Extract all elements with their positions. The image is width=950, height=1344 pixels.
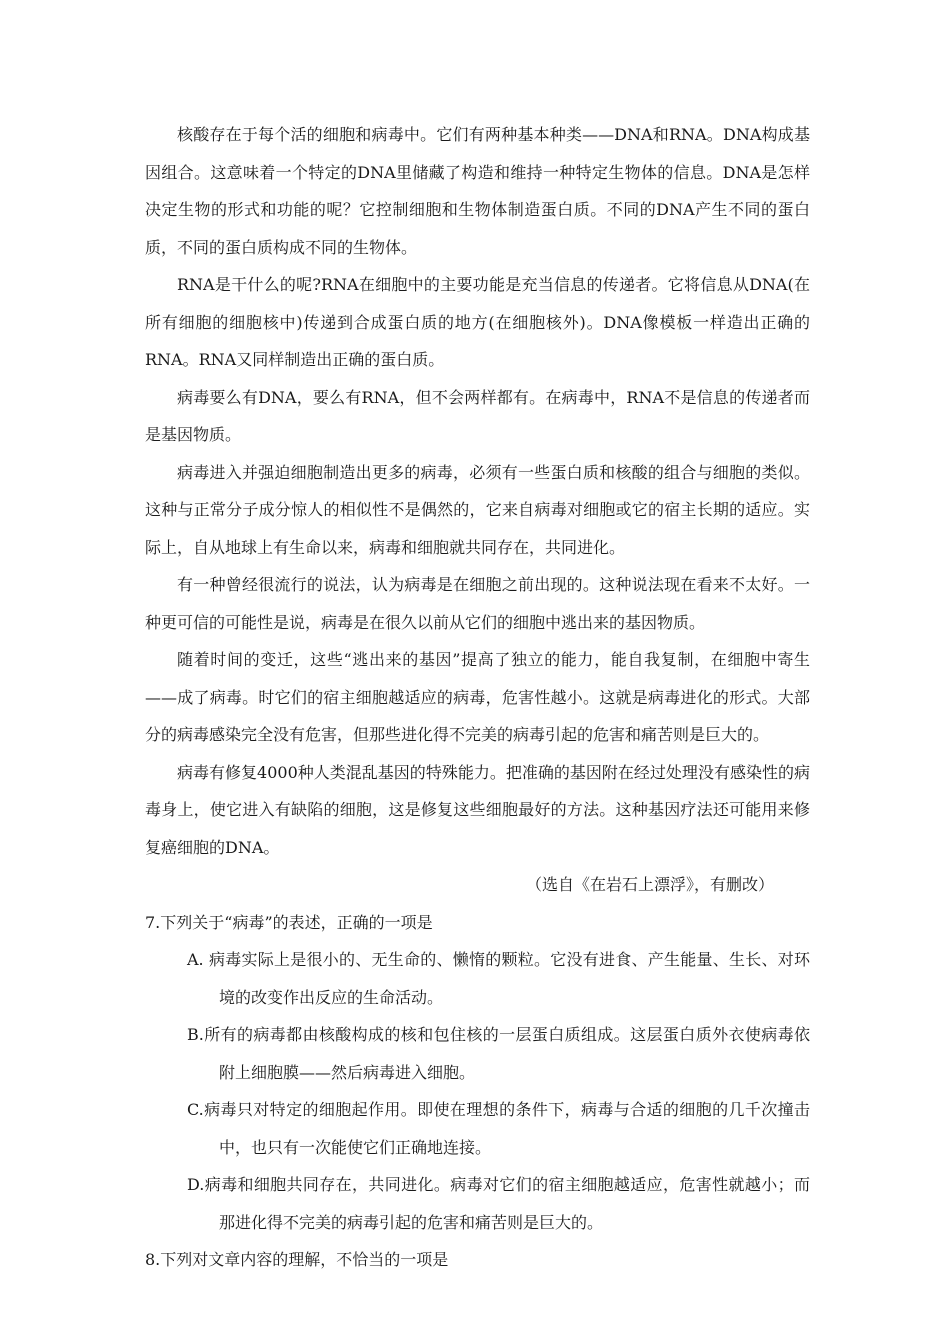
question-7-option-c: C.病毒只对特定的细胞起作用。即使在理想的条件下，病毒与合适的细胞的几千次撞击中，也只有一次能使它们正确地连接。 xyxy=(187,1100,810,1157)
article-paragraph-6: 随着时间的变迁，这些“逃出来的基因”提高了独立的能力，能自我复制，在细胞中寄生——成了病毒。时它们的宿主细胞越适应的病毒，危害性越小。这就是病毒进化的形式。大部分的病毒感染完全没有危害，但那些进化得不完美的病毒引起的危害和痛苦则是巨大的。 xyxy=(145,650,810,744)
question-7-option-a: A. 病毒实际上是很小的、无生命的、懒惰的颗粒。它没有进食、产生能量、生长、对环境的改变作出反应的生命活动。 xyxy=(187,950,810,1007)
question-7-stem: 7.下列关于“病毒”的表述，正确的一项是 xyxy=(145,912,433,932)
article-paragraph-4: 病毒进入并强迫细胞制造出更多的病毒，必须有一些蛋白质和核酸的组合与细胞的类似。这种与正常分子成分惊人的相似性不是偶然的，它来自病毒对细胞或它的宿主长期的适应。实际上，自从地球上有生命以来，病毒和细胞就共同存在，共同进化。 xyxy=(145,462,810,557)
question-7-option-b: B.所有的病毒都由核酸构成的核和包住核的一层蛋白质组成。这层蛋白质外衣使病毒依附上细胞膜——然后病毒进入细胞。 xyxy=(187,1025,810,1082)
article-paragraph-1: 核酸存在于每个活的细胞和病毒中。它们有两种基本种类——DNA和RNA。DNA构成基因组合。这意味着一个特定的DNA里储藏了构造和维持一种特定生物体的信息。DNA是怎样决定生物的形式和功能的呢？它控制细胞和生物体制造蛋白质。不同的DNA产生不同的蛋白质，不同的蛋白质构成不同的生物体。 xyxy=(145,125,810,257)
article-paragraph-5: 有一种曾经很流行的说法，认为病毒是在细胞之前出现的。这种说法现在看来不太好。一种更可信的可能性是说，病毒是在很久以前从它们的细胞中逃出来的基因物质。 xyxy=(145,575,810,632)
article-paragraph-2: RNA是干什么的呢?RNA在细胞中的主要功能是充当信息的传递者。它将信息从DNA(在所有细胞的细胞核中)传递到合成蛋白质的地方(在细胞核外)。DNA像模板一样造出正确的RNA。RNA又同样制造出正确的蛋白质。 xyxy=(145,275,810,369)
article-paragraph-3: 病毒要么有DNA，要么有RNA，但不会两样都有。在病毒中，RNA不是信息的传递者而是基因物质。 xyxy=(145,387,810,444)
question-7-option-d: D.病毒和细胞共同存在，共同进化。病毒对它们的宿主细胞越适应，危害性就越小；而那进化得不完美的病毒引起的危害和痛苦则是巨大的。 xyxy=(187,1175,810,1232)
article-source: （选自《在岩石上漂浮》，有删改） xyxy=(525,875,774,894)
article-paragraph-7: 病毒有修复4000种人类混乱基因的特殊能力。把准确的基因附在经过处理没有感染性的病毒身上，使它进入有缺陷的细胞，这是修复这些细胞最好的方法。这种基因疗法还可能用来修复癌细胞的DNA。 xyxy=(145,762,810,857)
question-8-stem: 8.下列对文章内容的理解，不恰当的一项是 xyxy=(145,1250,449,1269)
